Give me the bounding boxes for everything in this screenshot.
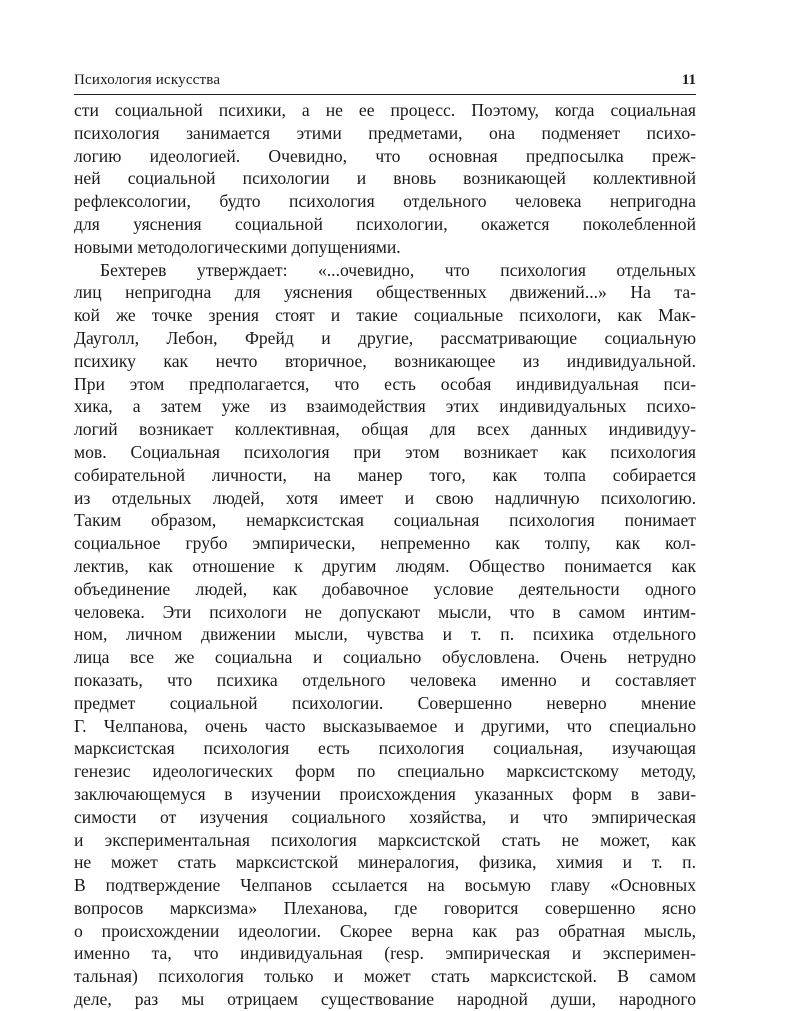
text-line: При этом предполагается, что есть особая индивидуальная пси- bbox=[74, 373, 696, 394]
text-line: Бехтерев утверждает: «...очевидно, что психология отдельных bbox=[100, 259, 696, 280]
text-line: не может стать марксистской минералогия, физика, химия и т. п. bbox=[74, 852, 696, 873]
text-line: именно та, что индивидуальная (resp. эмпирическая и эксперимен- bbox=[74, 943, 696, 964]
text-line: ном, личном движении мысли, чувства и т. п. психика отдельного bbox=[74, 624, 696, 645]
text-line: марксистская психология есть психология социальная, изучающая bbox=[74, 738, 696, 759]
text-line: новыми методологическими допущениями. bbox=[74, 236, 401, 257]
text-line: сти социальной психики, а не ее процесс. Поэтому, когда социальная bbox=[74, 100, 696, 120]
text-line: хика, а затем уже из взаимодействия этих индивидуальных психо- bbox=[74, 396, 696, 417]
text-line: собирательной личности, на манер того, как толпа собирается bbox=[74, 464, 696, 485]
text-line: генезис идеологических форм по специально марксистскому методу, bbox=[74, 761, 696, 782]
text-line: Дауголл, Лебон, Фрейд и другие, рассматривающие социальную bbox=[74, 327, 696, 348]
text-line: лиц непригодна для уяснения общественных движений...» На та- bbox=[74, 282, 696, 303]
text-line: психику как нечто вторичное, возникающее из индивидуальной. bbox=[74, 350, 696, 371]
text-line: лектив, как отношение к другим людям. Общество понимается как bbox=[74, 555, 696, 576]
book-page bbox=[74, 72, 696, 1011]
text-line: В подтверждение Челпанов ссылается на восьмую главу «Основных bbox=[74, 875, 696, 896]
running-title: Психология искусства bbox=[74, 72, 221, 88]
text-line: из отдельных людей, хотя имеет и свою надличную психологию. bbox=[74, 487, 696, 508]
text-line: объединение людей, как добавочное условие деятельности одного bbox=[74, 578, 696, 599]
text-line: заключающемуся в изучении происхождения указанных форм в зави- bbox=[74, 783, 696, 804]
text-line: кой же точке зрения стоят и такие социальные психологи, как Мак- bbox=[74, 305, 696, 326]
text-line: деле, раз мы отрицаем существование народной души, народного bbox=[74, 989, 696, 1010]
text-line: лица все же социальна и социально обусловлена. Очень нетрудно bbox=[74, 647, 696, 668]
text-line: для уяснения социальной психологии, окажется поколебленной bbox=[74, 213, 696, 234]
text-line: симости от изучения социального хозяйства, и что эмпирическая bbox=[74, 806, 696, 827]
text-line: логий возникает коллективная, общая для всех данных индивидуу- bbox=[74, 419, 696, 440]
text-line: показать, что психика отдельного человека именно и составляет bbox=[74, 669, 696, 690]
text-line: ней социальной психологии и вновь возникающей коллективной bbox=[74, 168, 696, 189]
page-number: 11 bbox=[681, 72, 696, 88]
text-line: человека. Эти психологи не допускают мысли, что в самом интим- bbox=[74, 601, 696, 622]
text-line: предмет социальной психологии. Совершенно неверно мнение bbox=[74, 692, 696, 713]
text-line: вопросов марксизма» Плеханова, где говорится совершенно ясно bbox=[74, 897, 696, 918]
text-line: психология занимается этими предметами, она подменяет психо- bbox=[74, 122, 696, 143]
running-head bbox=[74, 72, 696, 95]
text-line: логию идеологией. Очевидно, что основная предпосылка преж- bbox=[74, 145, 696, 166]
text-line: Таким образом, немарксистская социальная психология понимает bbox=[74, 510, 696, 531]
text-line: мов. Социальная психология при этом возникает как психология bbox=[74, 441, 696, 462]
text-line: рефлексологии, будто психология отдельного человека непригодна bbox=[74, 191, 696, 212]
body-text bbox=[74, 99, 696, 1011]
text-line: о происхождении идеологии. Скорее верна как раз обратная мысль, bbox=[74, 920, 696, 941]
text-line: Г. Челпанова, очень часто высказываемое и другими, что специально bbox=[74, 715, 696, 736]
text-line: и экспериментальная психология марксистской стать не может, как bbox=[74, 829, 696, 850]
text-line: тальная) психология только и может стать марксистской. В самом bbox=[74, 966, 696, 987]
text-line: социальное грубо эмпирически, непременно как толпу, как кол- bbox=[74, 533, 696, 554]
